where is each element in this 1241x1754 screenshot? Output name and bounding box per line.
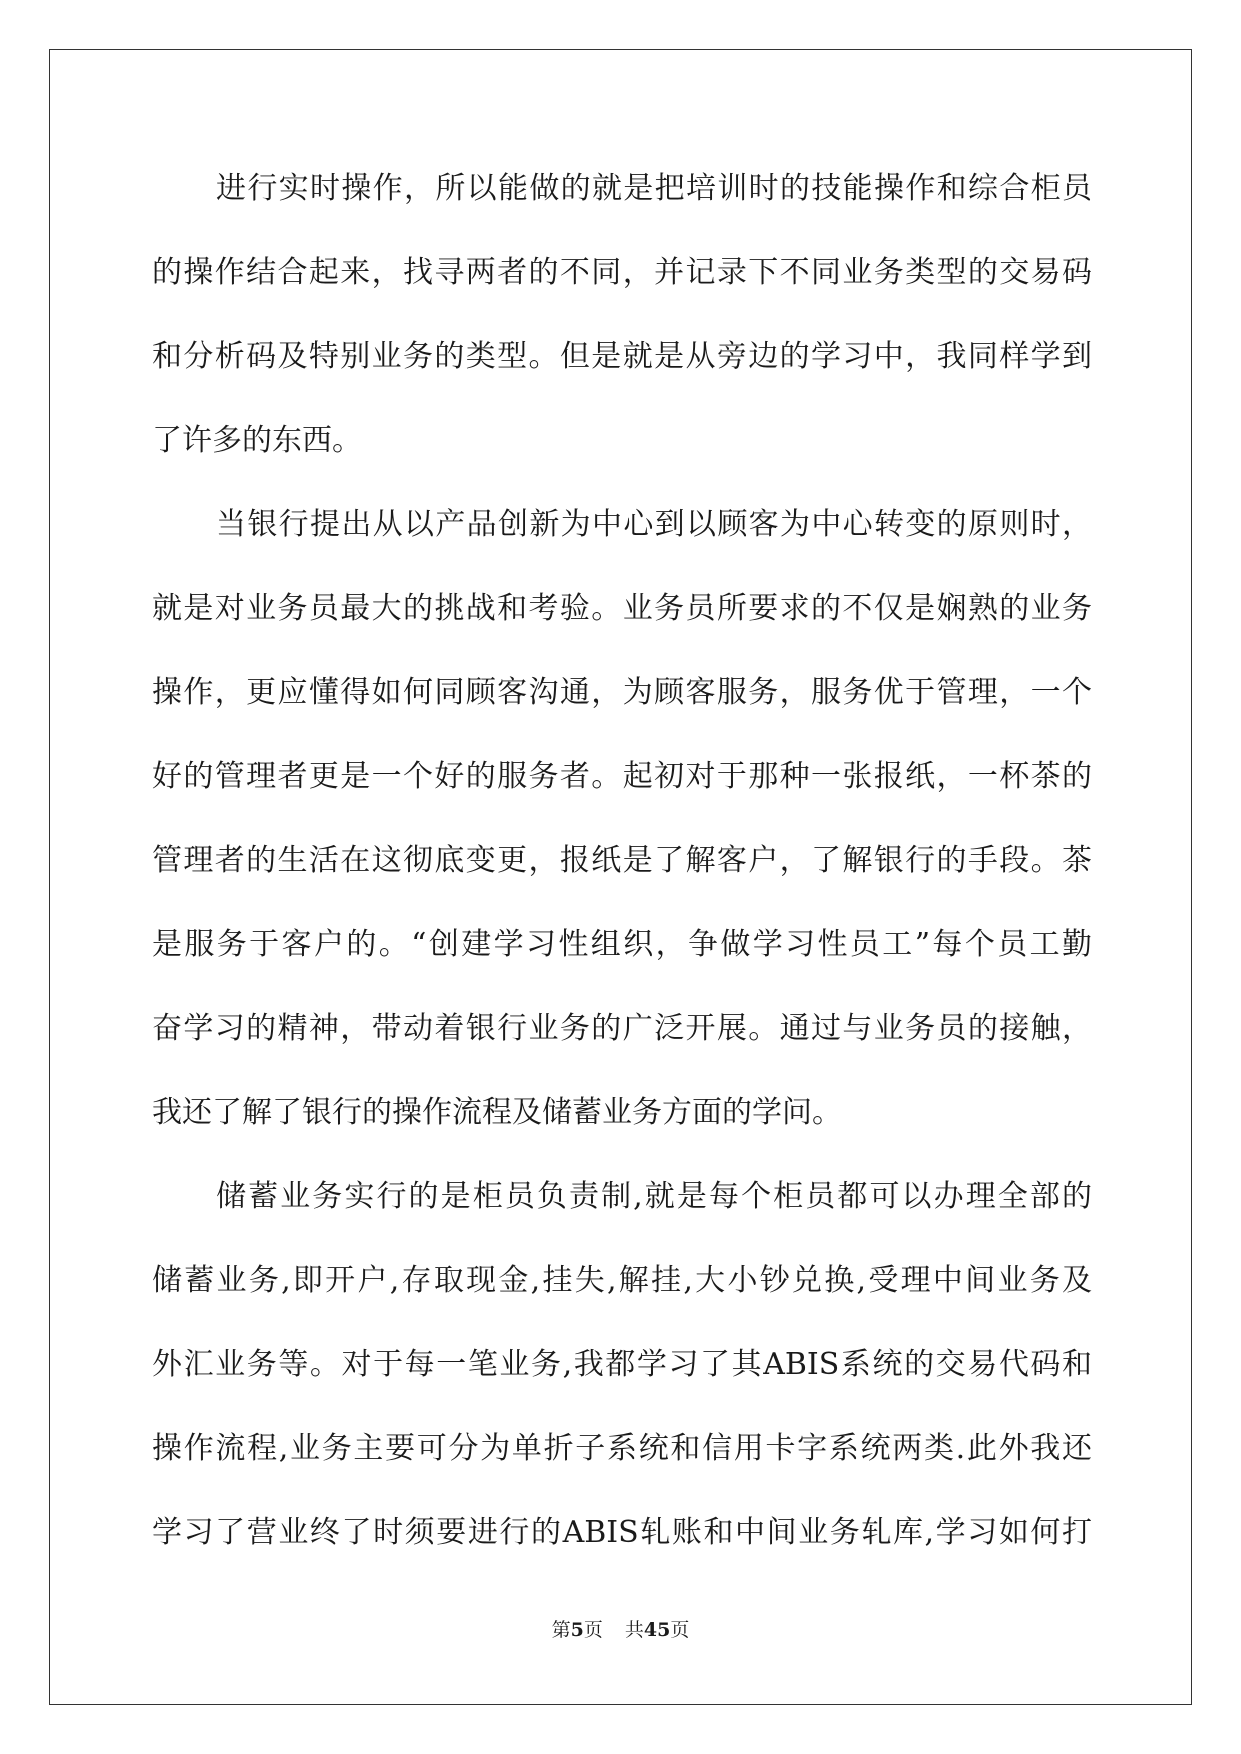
total-pages: 45 [643,1619,671,1641]
text-line: 管理者的生活在这彻底变更，报纸是了解客户，了解银行的手段。茶 [152,843,1092,878]
text-line: 操作，更应懂得如何同顾客沟通，为顾客服务，服务优于管理，一个 [152,675,1092,710]
text-line: 进行实时操作，所以能做的就是把培训时的技能操作和综合柜员 [216,171,1092,206]
text-line: 奋学习的精神，带动着银行业务的广泛开展。通过与业务员的接触， [152,1011,1092,1046]
page-number: 5 [570,1619,584,1641]
text-line: 的操作结合起来，找寻两者的不同，并记录下不同业务类型的交易码 [152,255,1092,290]
text-line: 学习了营业终了时须要进行的ABIS轧账和中间业务轧库,学习如何打 [152,1515,1092,1550]
document-body [152,158,1092,1586]
text-line: 操作流程,业务主要可分为单折子系统和信用卡字系统两类.此外我还 [152,1431,1092,1466]
text-line: 是服务于客户的。“创建学习性组织，争做学习性员工”每个员工勤 [152,927,1092,962]
total-prefix: 共 [624,1619,644,1641]
text-line: 好的管理者更是一个好的服务者。起初对于那种一张报纸，一杯茶的 [152,759,1092,794]
text-line: 储蓄业务,即开户,存取现金,挂失,解挂,大小钞兑换,受理中间业务及 [152,1263,1092,1298]
text-line: 我还了解了银行的操作流程及储蓄业务方面的学问。 [152,1095,842,1130]
text-line: 储蓄业务实行的是柜员负责制,就是每个柜员都可以办理全部的 [216,1179,1092,1214]
text-line: 和分析码及特别业务的类型。但是就是从旁边的学习中，我同样学到 [152,339,1092,374]
page-suffix: 页 [583,1619,603,1641]
text-line: 就是对业务员最大的挑战和考验。业务员所要求的不仅是娴熟的业务 [152,591,1092,626]
text-line: 当银行提出从以产品创新为中心到以顾客为中心转变的原则时， [216,507,1092,542]
page-prefix: 第 [551,1619,571,1641]
text-line: 外汇业务等。对于每一笔业务,我都学习了其ABIS系统的交易代码和 [152,1347,1092,1382]
total-suffix: 页 [670,1619,690,1641]
page-footer [0,1615,1241,1642]
text-line: 了许多的东西。 [152,423,362,458]
